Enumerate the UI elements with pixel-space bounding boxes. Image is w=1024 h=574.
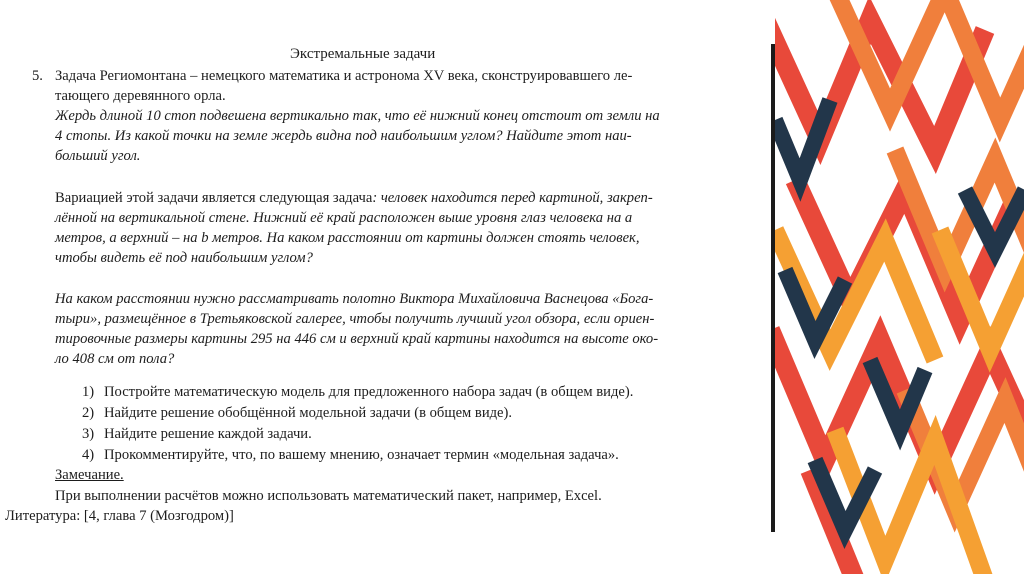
task-1-number: 1) <box>82 384 95 400</box>
variation-line-2: лённой на вертикальной стене. Нижний её край расположен выше уровня глаз человека на a <box>55 210 633 226</box>
variation-lead: Вариацией этой задачи является следующая задача <box>55 190 373 206</box>
variation-line-4: чтобы видеть её под наибольшим углом? <box>55 250 313 266</box>
task-4-number: 4) <box>82 447 95 463</box>
zigzag-graphic <box>775 0 1024 574</box>
task-3-number: 3) <box>82 426 95 442</box>
decorative-zigzag-pattern <box>775 0 1024 574</box>
variation-line-3: метров, а верхний – на b метров. На каком расстоянии от картины должен стоять человек, <box>55 230 640 246</box>
task-3-text: Найдите решение каждой задачи. <box>104 426 312 442</box>
variation-line-1 <box>55 189 653 208</box>
painting-line-4: ло 408 см от пола? <box>55 351 175 367</box>
painting-line-3: тировочные размеры картины 295 на 446 см и верхний край картины находится на высоте око- <box>55 331 659 347</box>
stripe-navy-4 <box>965 190 1024 250</box>
remark-label: Замечание. <box>55 467 124 483</box>
painting-line-2: тыри», размещённое в Третьяковской галерее, чтобы получить лучший угол обзора, если ориен- <box>55 311 655 327</box>
task-2-number: 2) <box>82 405 95 421</box>
page-title: Экстремальные задачи <box>290 46 436 62</box>
problem-heading-line-1: Задача Региомонтана – немецкого математика и астронома XV века, сконструировавшего ле- <box>55 68 633 84</box>
variation-line-1-italic: : человек находится перед картиной, закреп- <box>372 190 653 206</box>
task-1-text: Постройте математическую модель для предложенного набора задач (в общем виде). <box>104 384 634 400</box>
problem-number: 5. <box>32 68 43 84</box>
painting-line-1: На каком расстоянии нужно рассматривать полотно Виктора Михайловича Васнецова «Бога- <box>55 291 654 307</box>
task-2-text: Найдите решение обобщённой модельной задачи (в общем виде). <box>104 405 513 421</box>
task-4-text: Прокомментируйте, что, по вашему мнению, означает термин «модельная задача». <box>104 447 619 463</box>
remark-text: При выполнении расчётов можно использовать математический пакет, например, Excel. <box>55 488 602 504</box>
problem-text-line-3: больший угол. <box>55 148 141 164</box>
problem-heading-line-2: тающего деревянного орла. <box>55 88 226 104</box>
problem-text-line-2: 4 стопы. Из какой точки на земле жердь видна под наибольшим углом? Найдите этот наи- <box>55 128 632 144</box>
literature-line: Литература: [4, глава 7 (Мозгодром)] <box>5 508 234 524</box>
problem-text-line-1: Жердь длиной 10 стоп подвешена вертикально так, что её нижний конец отстоит от земли на <box>55 108 660 124</box>
